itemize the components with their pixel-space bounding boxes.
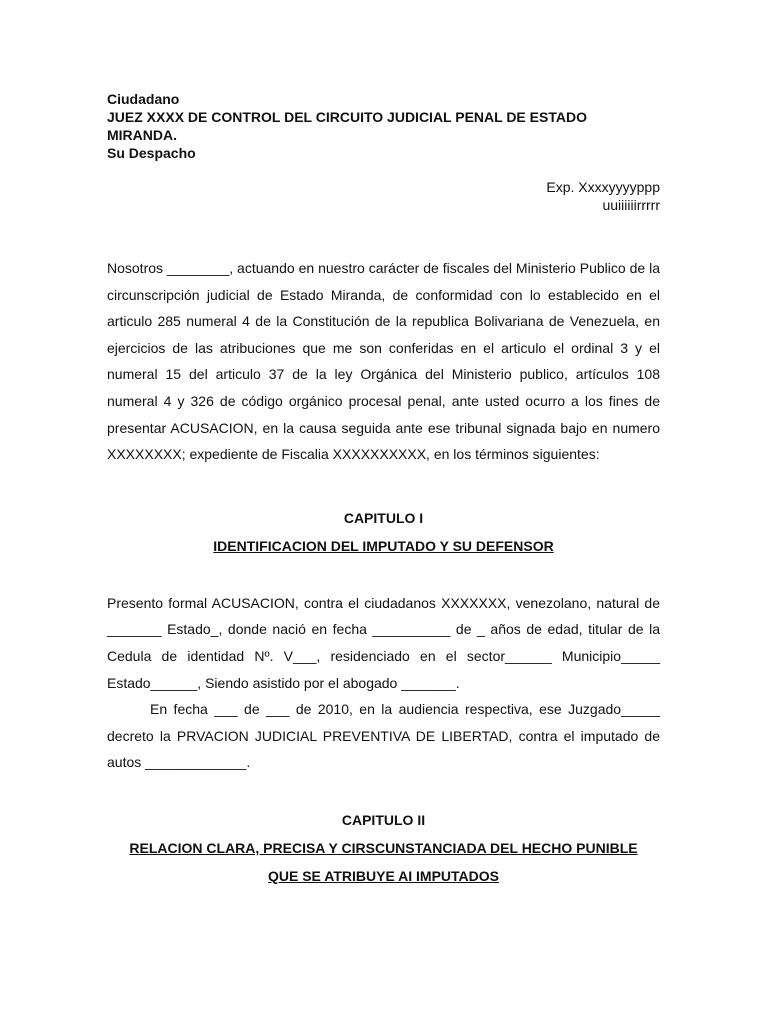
document-page (107, 90, 660, 890)
intro-paragraph: Nosotros ________, actuando en nuestro carácter de fiscales del Ministerio Publico de la circunscripción judicial de Estado Miranda, de conformidad con lo establecido en el articulo 285 numeral 4 de la Constitución de la republica Bolivariana de Venezuela, en ejercicios de las atribuciones que me son conferidas en el articulo el ordinal 3 y el numeral 15 del articulo 37 de la ley Orgánica del Ministerio publico, artículos 108 numeral 4 y 326 de código orgánico procesal penal, ante usted ocurro a los fines de presentar ACUSACION, en la causa seguida ante ese tribunal signada bajo en numero XXXXXXXX; expediente de Fiscalia XXXXXXXXXX, en los términos siguientes: (107, 260, 660, 463)
expediente-block (107, 178, 660, 214)
chapter-2-subtitle-line-2: QUE SE ATRIBUYE AI IMPUTADOS (267, 867, 499, 884)
addressee-judge: JUEZ XXXX DE CONTROL DEL CIRCUITO JUDICIAL PENAL DE ESTADO MIRANDA. (107, 109, 587, 143)
chapter-1-title: CAPITULO I (343, 509, 424, 526)
expediente-number: Exp. Xxxxyyyyppp (546, 179, 660, 195)
chapter-1-paragraph-detention: En fecha ___ de ___ de 2010, en la audiencia respectiva, ese Juzgado_____ decreto la PRVACION JUDICIAL PREVENTIVA DE LIBERTAD, contra el imputado de autos _____________. (107, 701, 660, 771)
chapter-2-title: CAPITULO II (341, 811, 426, 828)
chapter-1-paragraph-accusation: Presento formal ACUSACION, contra el ciudadanos XXXXXXX, venezolano, natural de _______ Estado_, donde nació en fecha __________ de _ años de edad, titular de la Cedula de identidad Nº. V___, residenciado en el sector______ Municipio_____ Estado______, Siendo asistido por el abogado _______. (107, 594, 660, 691)
chapter-1-subtitle: IDENTIFICACION DEL IMPUTADO Y SU DEFENSOR (213, 537, 554, 554)
chapter-2-subtitle-line-1: RELACION CLARA, PRECISA Y CIRSCUNSTANCIADA DEL HECHO PUNIBLE (129, 839, 638, 856)
addressee-office: Su Despacho (107, 145, 196, 161)
expediente-code: uuiiiiiirrrrr (602, 197, 660, 213)
addressee-block (107, 90, 660, 162)
addressee-salutation: Ciudadano (107, 91, 180, 107)
